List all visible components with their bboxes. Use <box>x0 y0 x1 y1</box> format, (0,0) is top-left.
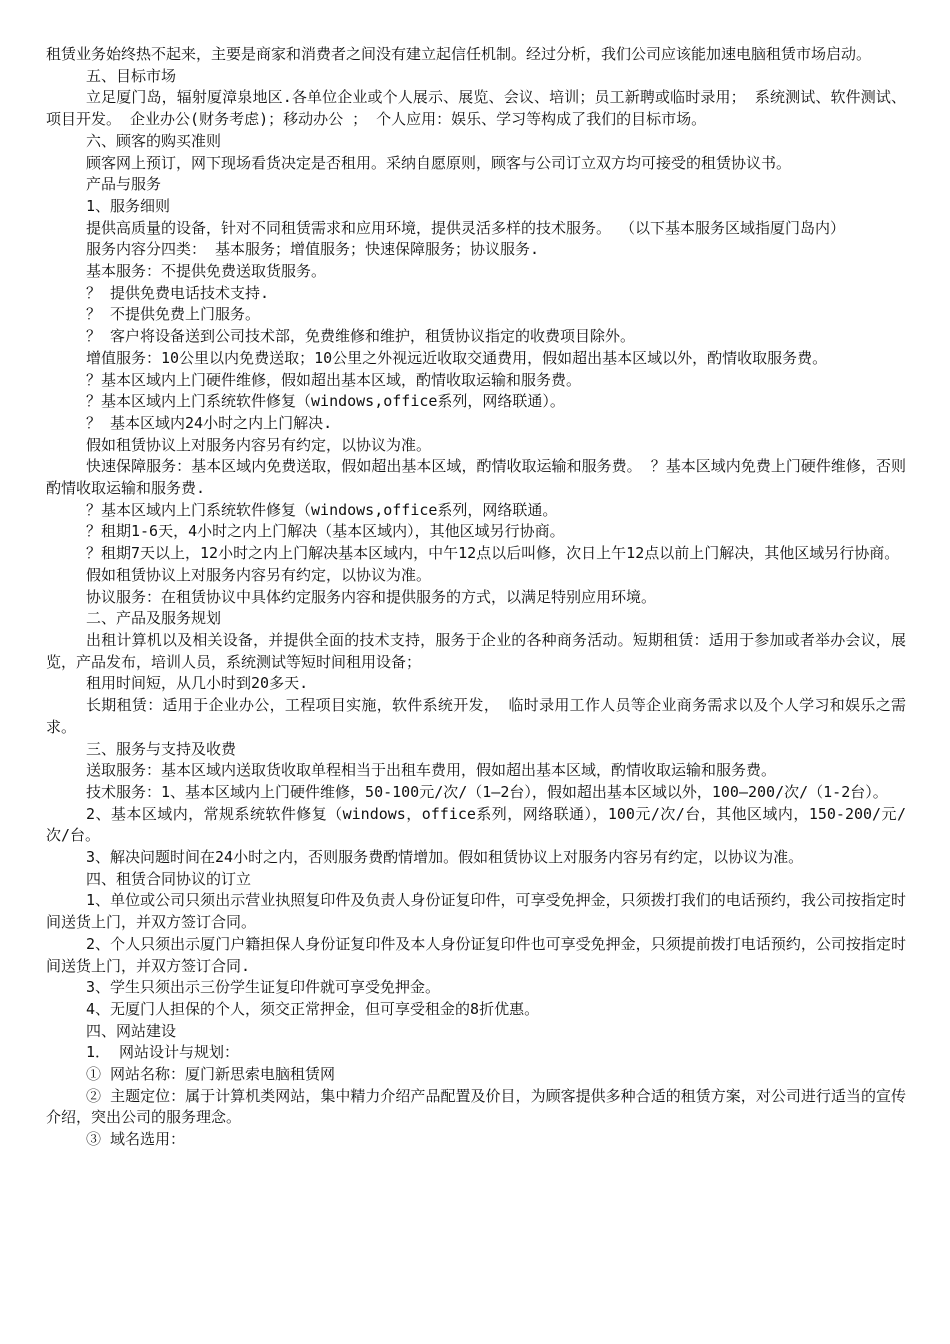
paragraph: 协议服务：在租赁协议中具体约定服务内容和提供服务的方式，以满足特别应用环境。 <box>86 587 657 606</box>
paragraph: 三、服务与支持及收费 <box>86 739 237 758</box>
paragraph: ？ 提供免费电话技术支持. <box>86 283 270 302</box>
paragraph: 技术服务：1、基本区域内上门硬件维修，50-100元/次/（1—2台），假如超出基本区域以外，100—200/次/（1-2台）。 <box>86 782 888 801</box>
paragraph: 送取服务：基本区域内送取货收取单程相当于出租车费用，假如超出基本区域，酌情收取运输和服务费。 <box>86 761 777 780</box>
paragraph: ？ 不提供免费上门服务。 <box>86 305 261 324</box>
paragraph: ③ 域名选用： <box>86 1130 186 1149</box>
paragraph: 提供高质量的设备，针对不同租赁需求和应用环境，提供灵活多样的技术服务。 （以下基本服务区域指厦门岛内） <box>86 218 846 237</box>
paragraph: ？ 客户将设备送到公司技术部，免费维修和维护，租赁协议指定的收费项目除外。 <box>86 327 636 346</box>
paragraph: 二、产品及服务规划 <box>86 609 222 628</box>
paragraph: 1、服务细则 <box>86 196 171 215</box>
paragraph: ？租期7天以上，12小时之内上门解决基本区域内，中午12点以后叫修，次日上午12点以前上门解决，其他区域另行协商。 <box>86 544 900 563</box>
paragraph: ？基本区域内上门系统软件修复（windows,office系列，网络联通。 <box>86 500 558 519</box>
paragraph: 出租计算机以及相关设备，并提供全面的技术支持，服务于企业的各种商务活动。短期租赁：适用于参加或者举办会议，展览，产品发布，培训人员，系统测试等短时间租用设备； <box>46 630 906 671</box>
paragraph: 假如租赁协议上对服务内容另有约定，以协议为准。 <box>86 565 432 584</box>
paragraph: 3、学生只须出示三份学生证复印件就可享受免押金。 <box>86 978 441 997</box>
paragraph: ？基本区域内上门系统软件修复（windows,office系列，网络联通）。 <box>86 392 565 411</box>
paragraph: ② 主题定位：属于计算机类网站，集中精力介绍产品配置及价目，为顾客提供多种合适的租赁方案，对公司进行适当的宣传介绍，突出公司的服务理念。 <box>46 1086 906 1127</box>
paragraph: 假如租赁协议上对服务内容另有约定，以协议为准。 <box>86 435 432 454</box>
paragraph: ？租期1-6天，4小时之内上门解决（基本区域内），其他区域另行协商。 <box>86 522 565 541</box>
paragraph: 租用时间短，从几小时到20多天. <box>86 674 309 693</box>
paragraph: 1． 网站设计与规划： <box>86 1043 240 1062</box>
paragraph: 五、目标市场 <box>86 66 177 85</box>
paragraph: 产品与服务 <box>86 175 162 194</box>
paragraph: ？基本区域内上门硬件维修，假如超出基本区域，酌情收取运输和服务费。 <box>86 370 582 389</box>
paragraph: 快速保障服务：基本区域内免费送取，假如超出基本区域，酌情收取运输和服务费。 ？基本区域内免费上门硬件维修，否则酌情收取运输和服务费. <box>46 457 906 498</box>
paragraph: 基本服务：不提供免费送取货服务。 <box>86 262 327 281</box>
paragraph: ？ 基本区域内24小时之内上门解决. <box>86 413 333 432</box>
paragraph: 2、个人只须出示厦门户籍担保人身份证复印件及本人身份证复印件也可享受免押金，只须提前拨打电话预约，公司按指定时间送货上门，并双方签订合同. <box>46 934 906 975</box>
paragraph: 服务内容分四类： 基本服务；增值服务；快速保障服务；协议服务. <box>86 240 540 259</box>
paragraph: 3、解决问题时间在24小时之内，否则服务费酌情增加。假如租赁协议上对服务内容另有约定，以协议为准。 <box>86 848 804 867</box>
paragraph: 增值服务：10公里以内免费送取；10公里之外视远近收取交通费用，假如超出基本区域以外，酌情收取服务费。 <box>86 348 828 367</box>
paragraph: ① 网站名称：厦门新思索电脑租赁网 <box>86 1065 336 1084</box>
paragraph: 4、无厦门人担保的个人，须交正常押金，但可享受租金的8折优惠。 <box>86 999 540 1018</box>
paragraph: 四、租赁合同协议的订立 <box>86 869 252 888</box>
paragraph: 立足厦门岛，辐射厦漳泉地区.各单位企业或个人展示、展览、会议、培训；员工新聘或临时录用； 系统测试、软件测试、项目开发。 企业办公(财务考虑)；移动办公 ； 个人应用：娱乐、学习等构成了我们的目标市场。 <box>46 88 906 129</box>
paragraph: 租赁业务始终热不起来，主要是商家和消费者之间没有建立起信任机制。经过分析，我们公司应该能加速电脑租赁市场启动。 <box>46 45 872 63</box>
paragraph: 六、顾客的购买准则 <box>86 131 222 150</box>
paragraph: 1、单位或公司只须出示营业执照复印件及负责人身份证复印件，可享受免押金，只须拨打我们的电话预约，我公司按指定时间送货上门，并双方签订合同。 <box>46 891 906 932</box>
paragraph: 四、网站建设 <box>86 1021 177 1040</box>
paragraph: 2、基本区域内，常规系统软件修复（windows，office系列，网络联通），100元/次/台，其他区域内，150-200/元/次/台。 <box>46 804 906 845</box>
paragraph: 长期租赁：适用于企业办公，工程项目实施，软件系统开发， 临时录用工作人员等企业商务需求以及个人学习和娱乐之需求。 <box>46 696 906 736</box>
paragraph: 顾客网上预订，网下现场看货决定是否租用。采纳自愿原则，顾客与公司订立双方均可接受的租赁协议书。 <box>86 153 792 172</box>
